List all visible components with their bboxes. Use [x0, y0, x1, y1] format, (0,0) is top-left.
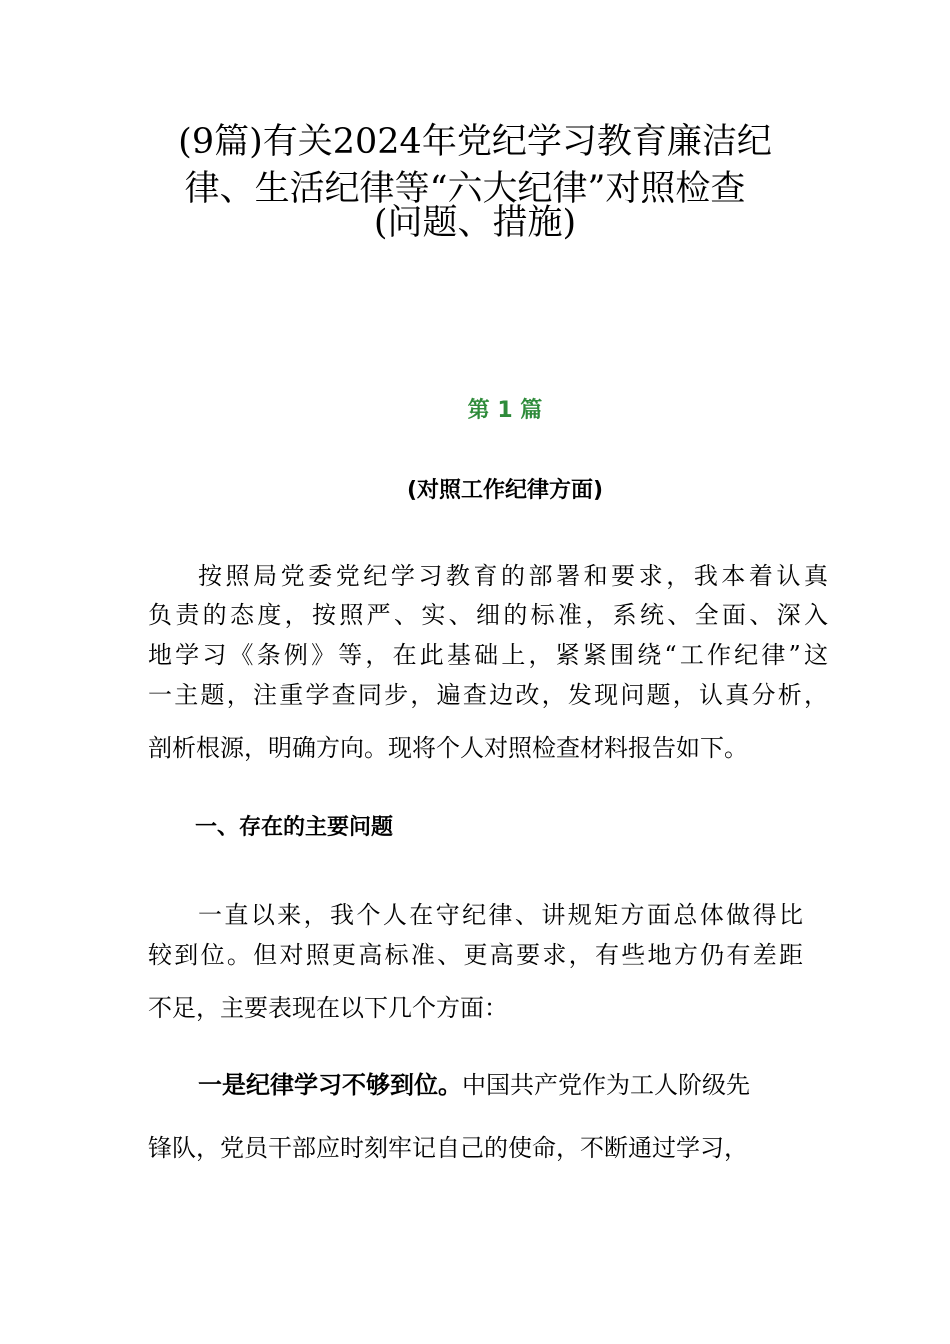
point-1-line-2: 锋队，党员干部应时刻牢记自己的使命，不断通过学习， [148, 1134, 748, 1162]
chapter-subheading: (对照工作纪律方面) [406, 478, 604, 503]
section-paragraph-line-3: 不足，主要表现在以下几个方面： [148, 994, 508, 1022]
section-paragraph-line-2: 较到位。但对照更高标准、更高要求，有些地方仍有差距 [148, 941, 803, 969]
intro-line-2: 负责的态度，按照严、实、细的标准，系统、全面、深入 [148, 601, 828, 629]
intro-line-1: 按照局党委党纪学习教育的部署和要求，我本着认真 [198, 562, 828, 590]
intro-line-5: 剖析根源，明确方向。现将个人对照检查材料报告如下。 [148, 734, 748, 762]
document-title-line-3: (问题、措施) [373, 203, 577, 243]
intro-line-3: 地学习《条例》等，在此基础上，紧紧围绕“工作纪律”这 [148, 641, 828, 669]
section-heading: 一、存在的主要问题 [195, 815, 394, 840]
point-1-text: 中国共产党作为工人阶级先 [462, 1071, 750, 1099]
intro-line-4: 一主题，注重学查同步，遍查边改，发现问题，认真分析， [148, 681, 828, 709]
point-1-line-1 [198, 1070, 808, 1100]
document-title-line-2: 律、生活纪律等“六大纪律”对照检查 [184, 169, 746, 209]
point-1-lead: 一是纪律学习不够到位。 [198, 1071, 462, 1099]
chapter-heading: 第 1 篇 [467, 398, 543, 423]
section-paragraph-line-1: 一直以来，我个人在守纪律、讲规矩方面总体做得比 [198, 901, 803, 929]
document-title-line-1: (9篇)有关2024年党纪学习教育廉洁纪 [178, 122, 772, 162]
